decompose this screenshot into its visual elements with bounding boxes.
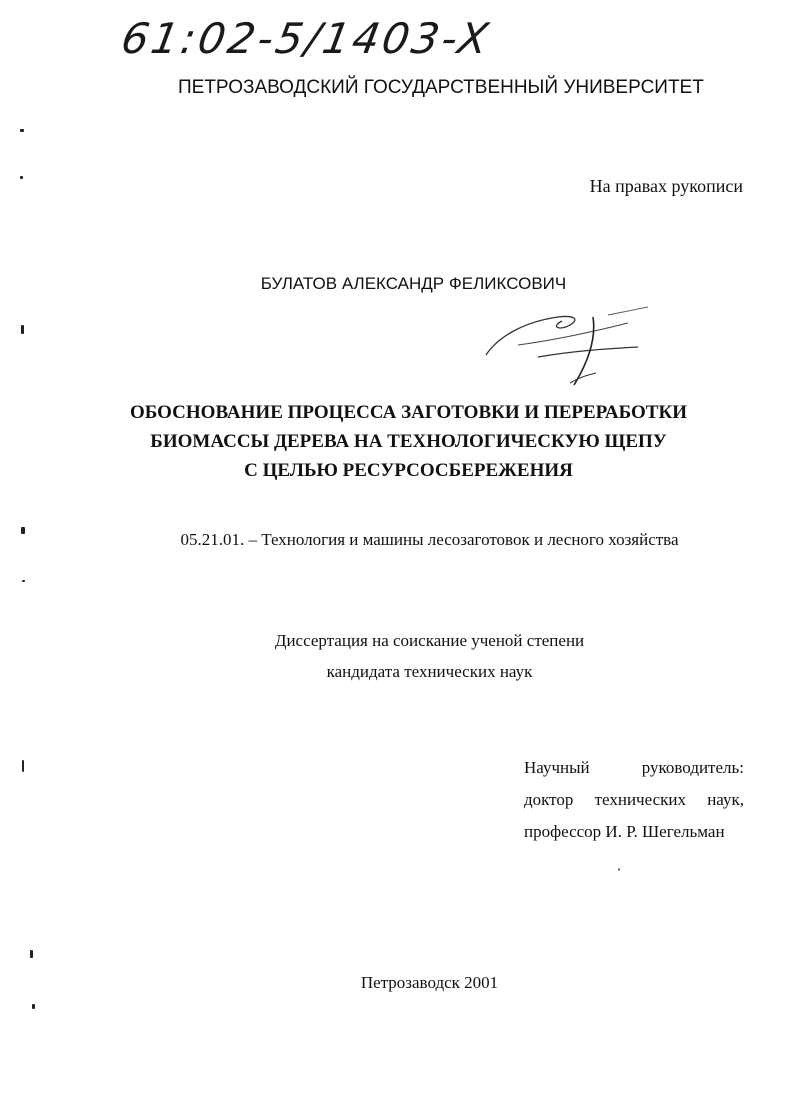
scan-speck [20, 129, 24, 132]
degree-line-2: кандидата технических наук [326, 662, 533, 681]
scan-speck [22, 580, 25, 582]
rights-note: На правах рукописи [589, 176, 743, 196]
archive-mark: 61:02-5/1403-X [117, 14, 495, 63]
city-year: Петрозаводск 2001 [360, 973, 499, 992]
scan-speck [22, 760, 24, 772]
dissertation-title [0, 398, 799, 485]
scan-speck [32, 1004, 35, 1009]
author-name: БУЛАТОВ АЛЕКСАНДР ФЕЛИКСОВИЧ [260, 274, 567, 293]
scan-speck [618, 868, 620, 871]
scan-speck [30, 950, 33, 958]
scan-speck [20, 176, 23, 179]
supervisor-degree: доктор технических наук, [524, 790, 744, 809]
specialty-code: 05.21.01. – Технология и машины лесозаготовок и лесного хозяйства [180, 530, 679, 549]
supervisor-block [524, 752, 744, 848]
degree-line-1: Диссертация на соискание ученой степени [274, 631, 585, 650]
signature-icon [478, 297, 668, 393]
scan-speck [21, 325, 24, 334]
title-line-2: БИОМАССЫ ДЕРЕВА НА ТЕХНОЛОГИЧЕСКУЮ ЩЕПУ [150, 431, 667, 452]
degree-statement [0, 625, 799, 687]
title-line-1: ОБОСНОВАНИЕ ПРОЦЕССА ЗАГОТОВКИ И ПЕРЕРАБОТКИ [129, 402, 688, 423]
university-name: ПЕТРОЗАВОДСКИЙ ГОСУДАРСТВЕННЫЙ УНИВЕРСИТЕТ [178, 77, 704, 98]
title-line-3: С ЦЕЛЬЮ РЕСУРСОСБЕРЕЖЕНИЯ [244, 460, 573, 481]
scan-speck [21, 527, 25, 534]
supervisor-name: профессор И. Р. Шегельман [524, 822, 725, 841]
supervisor-label: Научный руководитель: [524, 758, 744, 777]
